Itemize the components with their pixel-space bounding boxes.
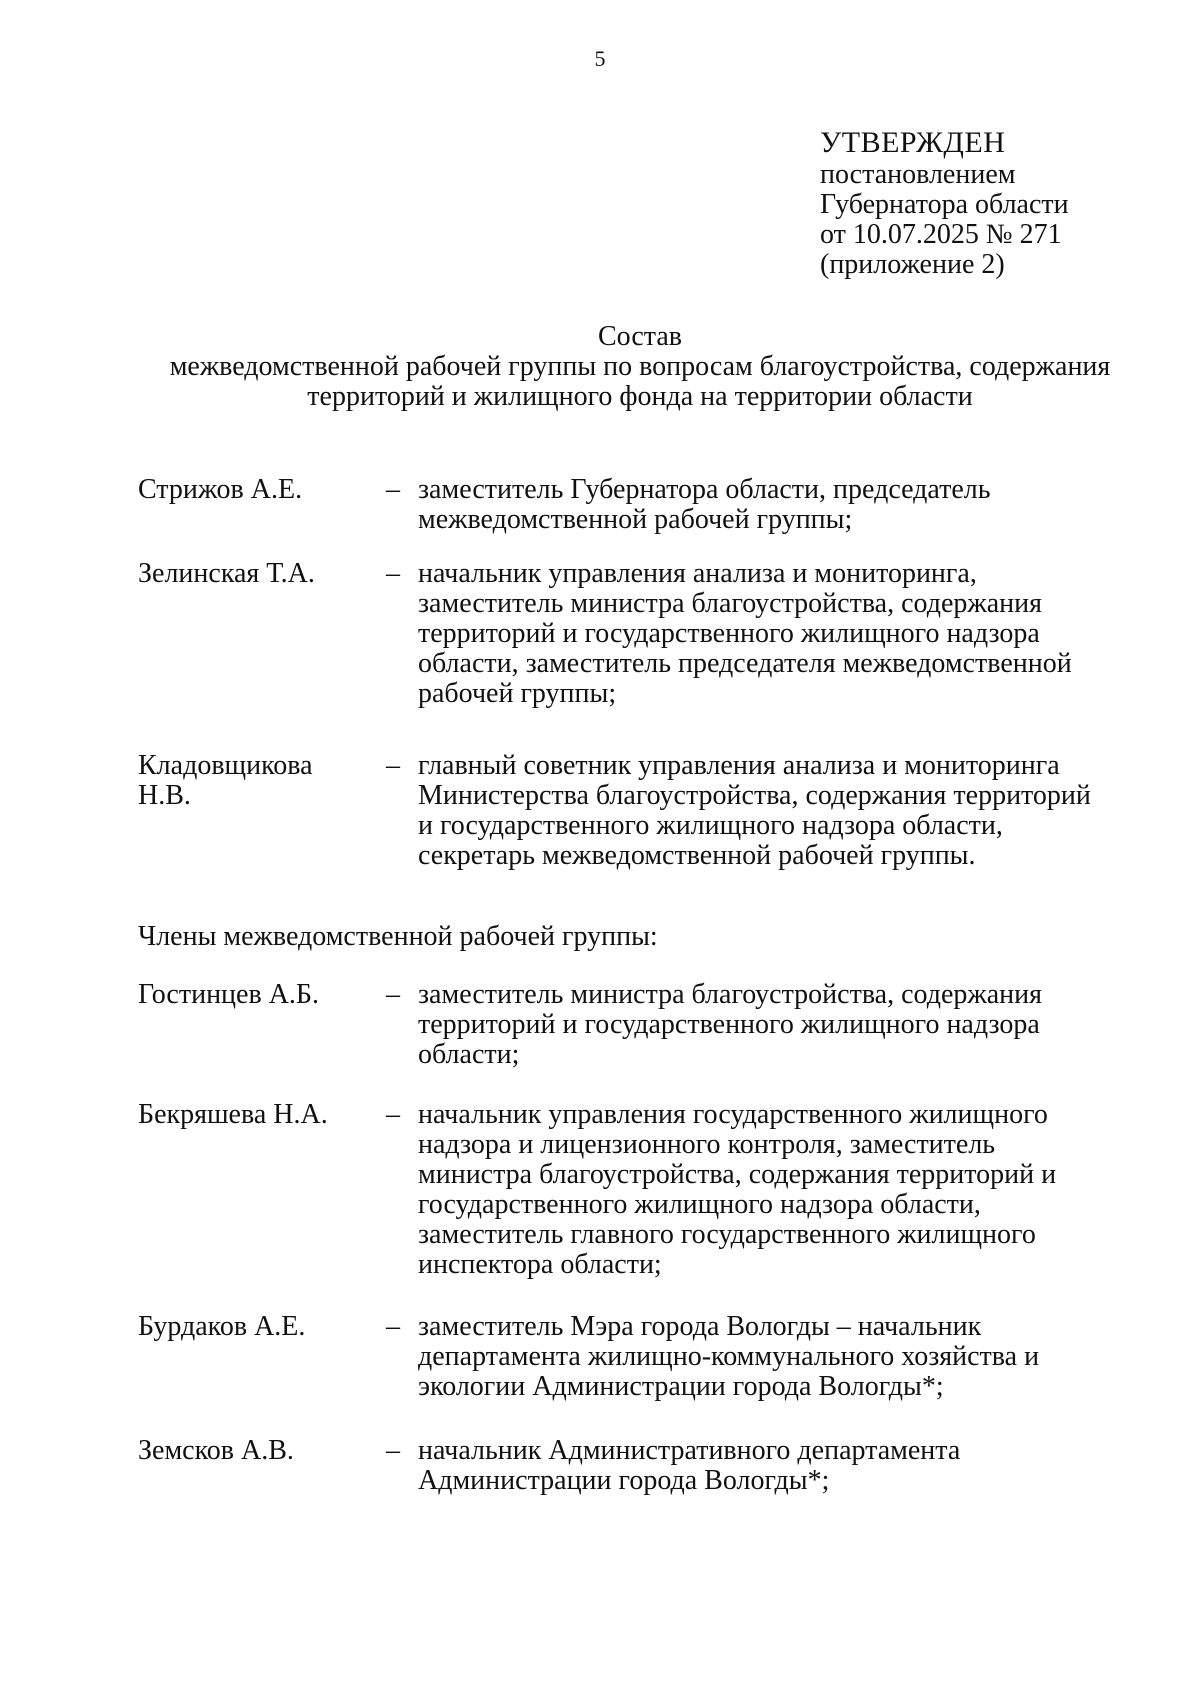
- approval-title: УТВЕРЖДЕН: [820, 126, 1006, 159]
- description-line: министра благоустройства, содержания территорий и: [418, 1159, 1057, 1190]
- description-line: инспектора области;: [418, 1249, 662, 1280]
- member-name-line: Зелинская Т.А.: [138, 558, 315, 589]
- document-heading: [60, 322, 1200, 412]
- description-line: заместитель Мэра города Вологды – начальник: [418, 1311, 982, 1342]
- member-name-line: Бурдаков А.Е.: [138, 1311, 306, 1342]
- description-line: рабочей группы;: [418, 678, 617, 709]
- description-line: области, заместитель председателя межведомственной: [418, 648, 1072, 679]
- description-line: заместитель министра благоустройства, содержания: [418, 588, 1043, 619]
- member-name: [138, 559, 338, 589]
- description-line: секретарь межведомственной рабочей группы.: [418, 840, 976, 871]
- member-name: [138, 751, 338, 811]
- member-name: [138, 1100, 338, 1130]
- dash-separator: –: [386, 1435, 400, 1466]
- description-line: территорий и государственного жилищного надзора: [418, 618, 1040, 649]
- page-number: 5: [594, 46, 606, 71]
- approval-line: (приложение 2): [820, 249, 1005, 280]
- member-description: [418, 475, 1158, 535]
- description-line: начальник Административного департамента: [418, 1435, 961, 1466]
- description-line: экологии Администрации города Вологды*;: [418, 1371, 944, 1402]
- member-name-line: Гостинцев А.Б.: [138, 979, 319, 1010]
- member-name-line: Кладовщикова: [138, 750, 313, 781]
- description-line: Администрации города Вологды*;: [418, 1465, 830, 1496]
- member-name-line: Земсков А.В.: [138, 1435, 294, 1466]
- member-description: [418, 1100, 1158, 1280]
- member-name-line: Бекряшева Н.А.: [138, 1099, 328, 1130]
- description-line: заместитель министра благоустройства, содержания: [418, 979, 1043, 1010]
- dash-separator: –: [386, 979, 400, 1010]
- dash-separator: –: [386, 750, 400, 781]
- member-name-line: Н.В.: [138, 780, 191, 811]
- description-line: департамента жилищно-коммунального хозяйства и: [418, 1341, 1040, 1372]
- approval-block: [820, 128, 1180, 280]
- description-line: межведомственной рабочей группы;: [418, 504, 853, 535]
- description-line: территорий и государственного жилищного надзора: [418, 1009, 1040, 1040]
- description-line: Министерства благоустройства, содержания территорий: [418, 780, 1091, 811]
- member-description: [418, 980, 1158, 1070]
- member-name-line: Стрижов А.Е.: [138, 474, 303, 505]
- approval-line: Губернатора области: [820, 189, 1069, 220]
- description-line: области;: [418, 1039, 520, 1070]
- approval-line: от 10.07.2025 № 271: [820, 219, 1062, 250]
- heading-title: Состав: [597, 321, 683, 352]
- member-name: [138, 475, 338, 505]
- description-line: заместитель главного государственного жилищного: [418, 1219, 1036, 1250]
- description-line: надзора и лицензионного контроля, заместитель: [418, 1129, 996, 1160]
- members-heading: Члены межведомственной рабочей группы:: [138, 921, 658, 952]
- member-name: [138, 1312, 338, 1342]
- dash-separator: –: [386, 1311, 400, 1342]
- dash-separator: –: [386, 558, 400, 589]
- description-line: государственного жилищного надзора области,: [418, 1189, 981, 1220]
- member-description: [418, 751, 1158, 871]
- heading-line: территорий и жилищного фонда на территории области: [307, 381, 973, 412]
- member-description: [418, 1312, 1158, 1402]
- member-description: [418, 1436, 1158, 1496]
- dash-separator: –: [386, 1099, 400, 1130]
- dash-separator: –: [386, 474, 400, 505]
- description-line: и государственного жилищного надзора области,: [418, 810, 1003, 841]
- member-description: [418, 559, 1158, 709]
- description-line: начальник управления государственного жилищного: [418, 1099, 1048, 1130]
- heading-line: межведомственной рабочей группы по вопросам благоустройства, содержания: [169, 351, 1111, 382]
- member-name: [138, 1436, 338, 1466]
- description-line: главный советник управления анализа и мониторинга: [418, 750, 1060, 781]
- member-name: [138, 980, 338, 1010]
- description-line: начальник управления анализа и мониторинга,: [418, 558, 977, 589]
- description-line: заместитель Губернатора области, председатель: [418, 474, 991, 505]
- approval-line: постановлением: [820, 159, 1016, 190]
